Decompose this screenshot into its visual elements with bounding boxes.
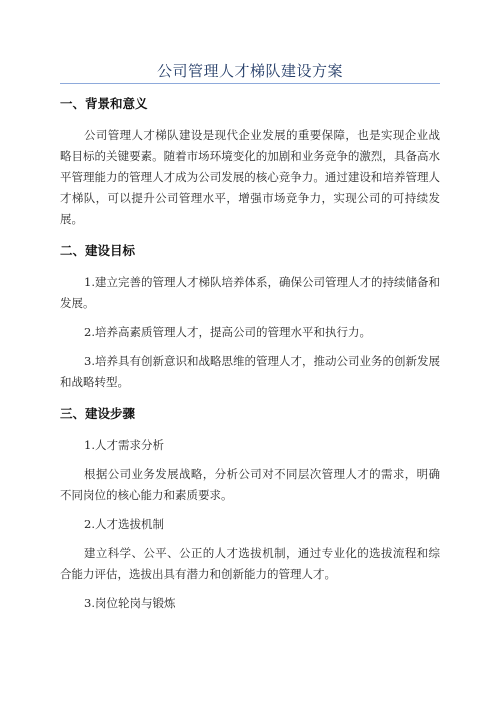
paragraph: 根据公司业务发展战略，分析公司对不同层次管理人才的需求，明确不同岗位的核心能力和素质要求。: [60, 467, 440, 502]
paragraph: 3.培养具有创新意识和战略思维的管理人才，推动公司业务的创新发展和战略转型。: [60, 354, 440, 389]
section-heading: 二、建设目标: [60, 243, 136, 258]
section-heading: 一、背景和意义: [60, 96, 148, 111]
paragraph: 2.培养高素质管理人才，提高公司的管理水平和执行力。: [84, 325, 371, 339]
paragraph: 公司管理人才梯队建设是现代企业发展的重要保障，也是实现企业战略目标的关键要素。随着市场环境变化的加剧和业务竞争的激烈，具备高水平管理能力的管理人才成为公司发展的核心竞争力。通过建设和培养管理人才梯队，可以提升公司管理水平，增强市场竞争力，实现公司的可持续发展。: [60, 128, 440, 226]
section-heading: 三、建设步骤: [60, 406, 136, 421]
paragraph: 2.人才选拔机制: [84, 517, 164, 531]
section-background: [60, 97, 440, 230]
document-body: [60, 97, 440, 622]
paragraph: 3.岗位轮岗与锻炼: [84, 596, 176, 610]
section-goals: [60, 244, 440, 393]
paragraph: 1.建立完善的管理人才梯队培养体系，确保公司管理人才的持续储备和发展。: [60, 275, 440, 310]
paragraph: 1.人才需求分析: [84, 438, 164, 452]
document-title: 公司管理人才梯队建设方案: [156, 62, 343, 80]
section-steps: [60, 407, 440, 614]
title-divider: [60, 83, 440, 84]
paragraph: 建立科学、公平、公正的人才选拔机制，通过专业化的选拔流程和综合能力评估，选拔出具有潜力和创新能力的管理人才。: [60, 546, 440, 581]
